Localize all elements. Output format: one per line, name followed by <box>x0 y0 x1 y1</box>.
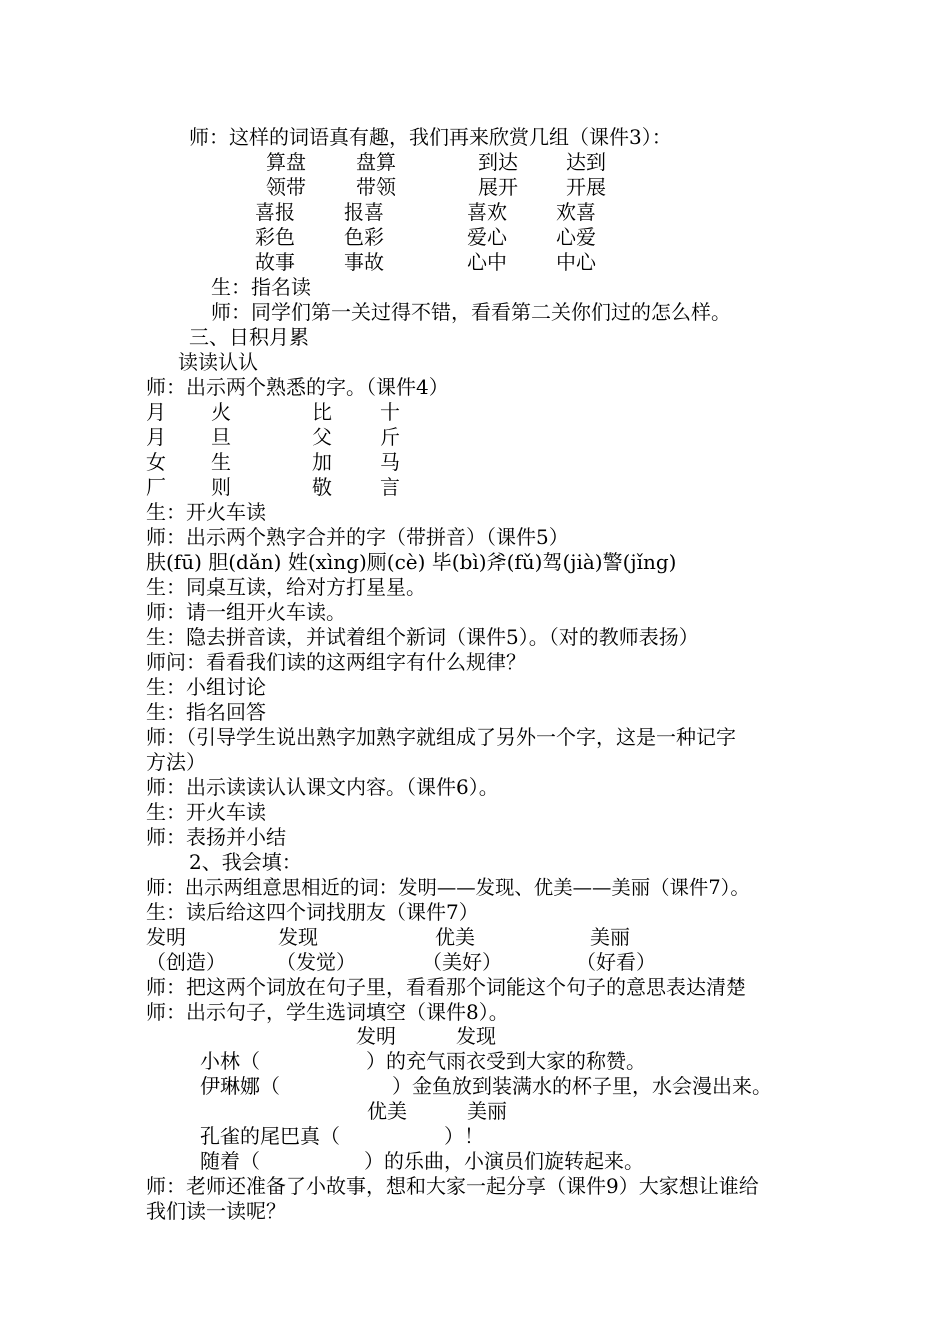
word: 故事 <box>255 250 295 274</box>
sentence-before: 小林（ <box>200 1049 260 1073</box>
word: 爱心 <box>467 225 507 249</box>
char: 厂 <box>146 475 166 499</box>
teacher-two-chars: 师：出示两个熟悉的字。（课件4） <box>146 375 449 399</box>
friend-word: 发明 <box>146 925 186 949</box>
word: 心中 <box>467 250 507 274</box>
teacher-words-intro: 师：这样的词语真有趣，我们再来欣赏几组（课件3）： <box>189 125 672 149</box>
word: 事故 <box>344 250 384 274</box>
text-line: 师：出示读读认认课文内容。（课件6）。 <box>146 775 499 799</box>
friend-word: 美丽 <box>590 925 630 949</box>
word: 到达 <box>478 150 518 174</box>
char: 加 <box>312 450 332 474</box>
char: 月 <box>146 400 166 424</box>
word: 喜报 <box>255 200 295 224</box>
fill-sentence <box>200 1124 484 1149</box>
sentence-before: 伊琳娜（ <box>200 1074 280 1098</box>
text-line: 生：隐去拼音读，并试着组个新词（课件5）。（对的教师表扬） <box>146 625 699 649</box>
word: 彩色 <box>255 225 295 249</box>
char: 十 <box>380 400 400 424</box>
word: 色彩 <box>344 225 384 249</box>
word: 中心 <box>556 250 596 274</box>
choice-word: 发明 <box>356 1024 396 1048</box>
char: 月 <box>146 425 166 449</box>
word: 报喜 <box>344 200 384 224</box>
text-line: 生：开火车读 <box>146 800 266 824</box>
fill-sentence <box>200 1049 646 1074</box>
sentence-after: ）金鱼放到装满水的杯子里，水会漫出来。 <box>392 1074 772 1098</box>
fill-sentence <box>200 1074 772 1099</box>
sentence-before: 随着（ <box>200 1149 260 1173</box>
char: 父 <box>312 425 332 449</box>
word: 达到 <box>566 150 606 174</box>
teacher-story: 师：老师还准备了小故事，想和大家一起分享（课件9）大家想让谁给 <box>146 1174 759 1198</box>
char: 言 <box>380 475 400 499</box>
subsection-heading: 读读认认 <box>178 350 258 374</box>
word: 盘算 <box>356 150 396 174</box>
friend-pair: （创造） <box>146 950 226 974</box>
teacher-similar: 师：出示两组意思相近的词：发明——发现、优美——美丽（课件7）。 <box>146 876 750 899</box>
student-friends: 生：读后给这四个词找朋友（课件7） <box>146 900 479 924</box>
text-line: 生：开火车读 <box>146 500 266 524</box>
char: 生 <box>211 450 231 474</box>
char: 马 <box>380 450 400 474</box>
word: 算盘 <box>266 150 306 174</box>
friend-pair: （发觉） <box>276 950 356 974</box>
word: 喜欢 <box>467 200 507 224</box>
fill-sentence <box>200 1149 644 1174</box>
char: 则 <box>211 475 231 499</box>
teacher-sentence: 师：把这两个词放在句子里，看看那个词能这个句子的意思表达清楚 <box>146 975 746 999</box>
char: 比 <box>312 400 332 424</box>
text-line: 方法） <box>146 750 206 774</box>
item-heading: 2、我会填： <box>189 850 302 874</box>
sentence-after: ）！ <box>444 1124 484 1148</box>
word: 展开 <box>478 175 518 199</box>
word: 欢喜 <box>556 200 596 224</box>
friend-pair: （好看） <box>576 950 656 974</box>
word: 开展 <box>566 175 606 199</box>
text-line: 师：请一组开火车读。 <box>146 600 346 624</box>
teacher-fill: 师：出示句子，学生选词填空（课件8）。 <box>146 1000 509 1024</box>
section-heading: 三、日积月累 <box>189 325 309 349</box>
word: 领带 <box>266 175 306 199</box>
choice-word: 优美 <box>367 1099 407 1123</box>
sentence-after: ）的乐曲，小演员们旋转起来。 <box>364 1149 644 1173</box>
student-read: 生：指名读 <box>211 275 311 299</box>
text-line: 生：小组讨论 <box>146 675 266 699</box>
friend-word: 发现 <box>278 925 318 949</box>
pinyin-line: 肤(fū) 胆(dǎn) 姓(xìng)厕(cè) 毕(bì)斧(fǔ)驾(jià)警(jǐng) <box>146 550 677 574</box>
text-line: 师：表扬并小结 <box>146 825 286 849</box>
text-line: 师问：看看我们读的这两组字有什么规律？ <box>146 650 526 674</box>
word: 带领 <box>356 175 396 199</box>
sentence-before: 孔雀的尾巴真（ <box>200 1124 340 1148</box>
char: 旦 <box>211 425 231 449</box>
char: 斤 <box>380 425 400 449</box>
teacher-pass: 师：同学们第一关过得不错，看看第二关你们过的怎么样。 <box>211 300 731 324</box>
sentence-after: ）的充气雨衣受到大家的称赞。 <box>366 1049 646 1073</box>
word: 心爱 <box>556 225 596 249</box>
friend-pair: （美好） <box>422 950 502 974</box>
text-line: 师：（引导学生说出熟字加熟字就组成了另外一个字，这是一种记字 <box>146 725 736 749</box>
choice-word: 美丽 <box>467 1099 507 1123</box>
char: 火 <box>211 400 231 424</box>
text-line: 生：指名回答 <box>146 700 266 724</box>
choice-word: 发现 <box>456 1024 496 1048</box>
char: 敬 <box>312 475 332 499</box>
friend-word: 优美 <box>435 925 475 949</box>
teacher-story-cont: 我们读一读呢？ <box>146 1199 286 1223</box>
text-line: 师：出示两个熟字合并的字（带拼音）（课件5） <box>146 525 569 549</box>
text-line: 生：同桌互读，给对方打星星。 <box>146 575 426 599</box>
char: 女 <box>146 450 166 474</box>
